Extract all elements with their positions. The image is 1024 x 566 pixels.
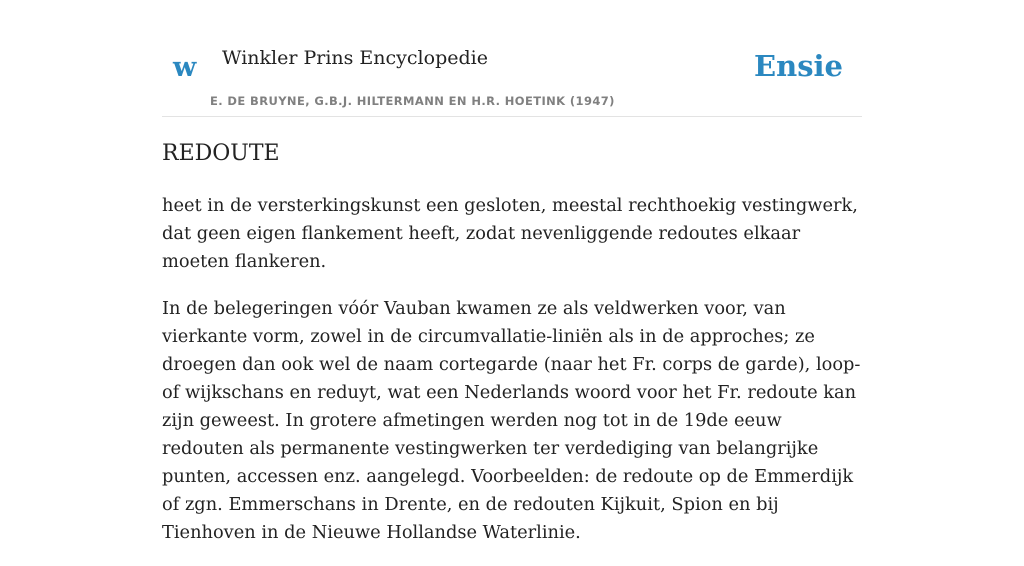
entry-paragraph: In de belegeringen vóór Vauban kwamen ze als veldwerken voor, van vierkante vorm, zowel in de circumvallatie-liniën als in de approches; ze droegen dan ook wel de naam cortegarde (naar het Fr. corps de garde), loop- of wijkschans en reduyt, wat een Nederlands woord voor het Fr. redoute kan zijn geweest. In grotere afmetingen werden nog tot in de 19de eeuw redouten als permanente vestingwerken ter verdediging van belangrijke punten, accessen enz. aangelegd. Voorbeelden: de redoute op de Emmerdijk of zgn. Emmerschans in Drente, en de redouten Kijkuit, Spion en bij Tienhoven in de Nieuwe Hollandse Waterlinie. <box>162 298 861 543</box>
publication-authors: E. DE BRUYNE, G.B.J. HILTERMANN EN H.R. HOETINK (1947) <box>210 94 615 108</box>
page-header <box>162 0 862 117</box>
entry-paragraph: heet in de versterkingskunst een gesloten, meestal rechthoekig vestingwerk, dat geen eigen flankement heeft, zodat nevenliggende redoutes elkaar moeten flankeren. <box>162 195 858 272</box>
entry-title: REDOUTE <box>162 141 280 166</box>
publication-title[interactable]: Winkler Prins Encyclopedie <box>222 47 488 69</box>
entry-body <box>162 192 866 566</box>
winkler-prins-logo[interactable]: w <box>173 52 197 83</box>
ensie-logo[interactable]: Ensie <box>754 49 843 83</box>
